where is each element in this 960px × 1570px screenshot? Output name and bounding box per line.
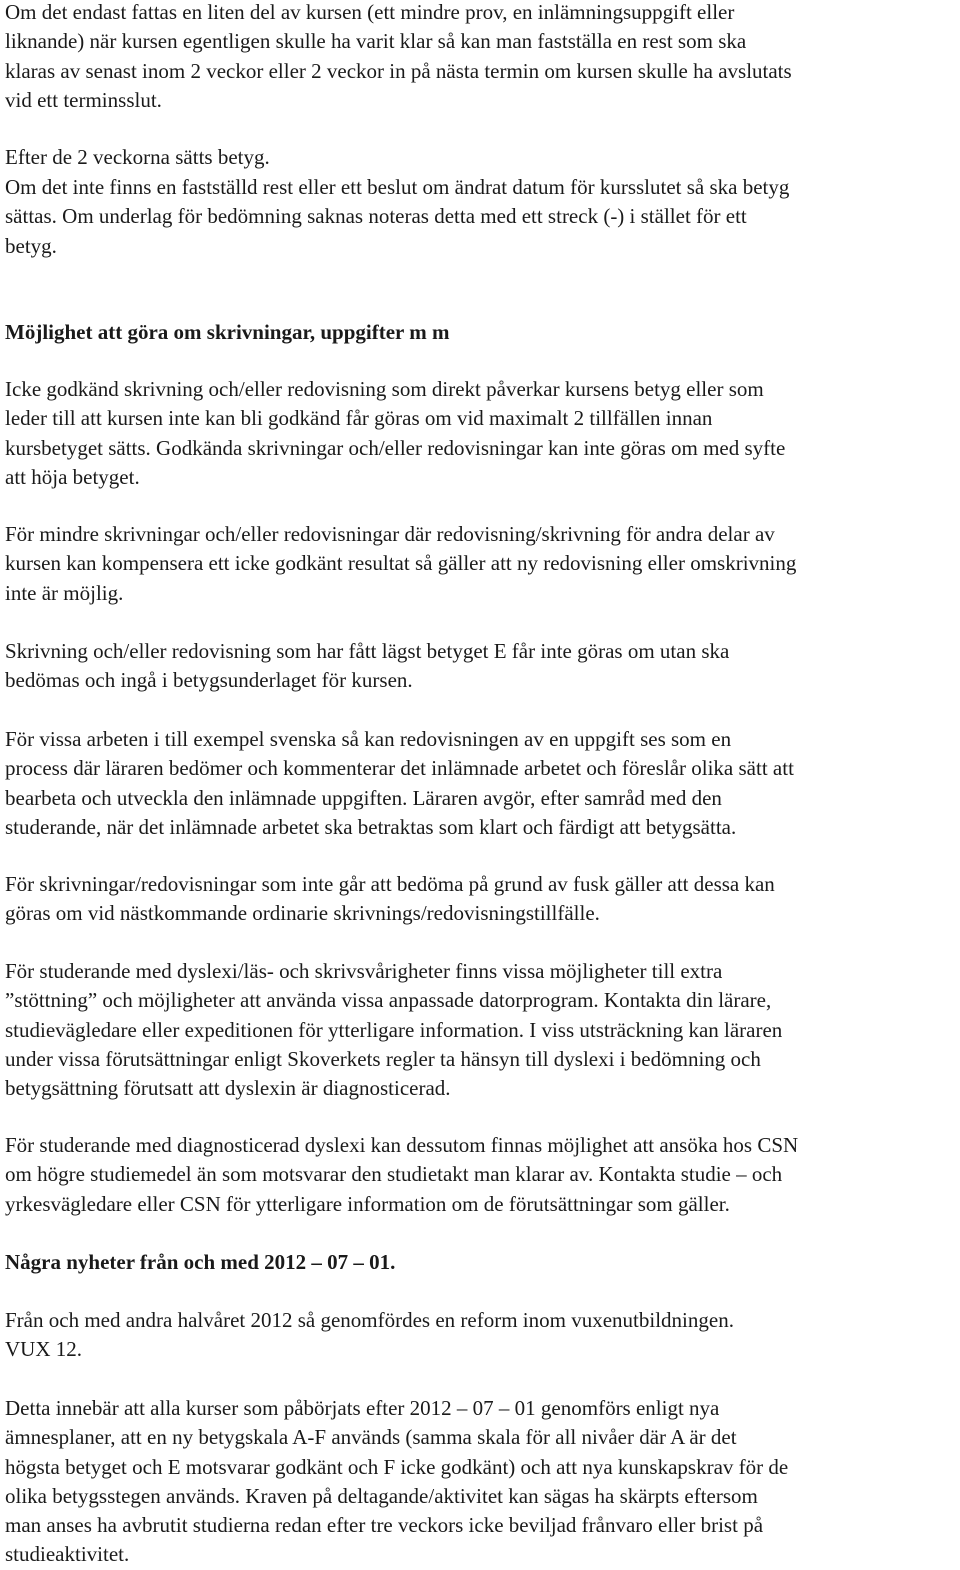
- paragraph-rest-rules: Om det endast fattas en liten del av kursen (ett mindre prov, en inlämningsuppgift eller liknande) när kursen egentligen skulle ha varit klar så kan man fastställa en rest som ska klaras av senast inom 2 veckor eller 2 veckor in på nästa termin om kursen skulle ha avslutats vid ett terminsslut.: [5, 0, 792, 112]
- paragraph-smaller-tests: För mindre skrivningar och/eller redovisningar där redovisning/skrivning för andra delar av kursen kan kompensera ett icke godkänt resultat så gäller att ny redovisning eller omskrivning inte är möjlig.: [5, 522, 797, 605]
- paragraph-cheating: För skrivningar/redovisningar som inte går att bedöma på grund av fusk gäller att dessa kan göras om vid nästkommande ordinarie skrivnings/redovisningstillfälle.: [5, 872, 775, 926]
- paragraph-new-grading: Detta innebär att alla kurser som påbörjats efter 2012 – 07 – 01 genomförs enligt nya ämnesplaner, att en ny betygskala A-F används (samma skala för all nivåer där A är det högsta betyget och E motsvarar godkänt och F icke godkänt) och att nya kunskapskrav för de olika betygsstegen används. Kraven på deltagande/aktivitet kan sägas ha skärpts eftersom man anses ha avbrutit studierna redan efter tre veckors icke beviljad frånvaro eller brist på studieaktivitet.: [5, 1396, 789, 1567]
- paragraph-grade-setting: Om det inte finns en fastställd rest eller ett beslut om ändrat datum för kursslutet så ska betyg sättas. Om underlag för bedömning saknas noteras detta med ett streck (-) i stället för ett betyg.: [5, 175, 790, 258]
- heading-news: Några nyheter från och med 2012 – 07 – 01.: [5, 1250, 396, 1274]
- paragraph-csn: För studerande med diagnosticerad dyslexi kan dessutom finnas möjlighet att ansöka hos CSN om högre studiemedel än som motsvarar den studietakt man klarar av. Kontakta studie – och yrkesvägledare eller CSN för ytterligare information om de förutsättningar som gäller.: [5, 1133, 799, 1216]
- paragraph-grade-e: Skrivning och/eller redovisning som har fått lägst betyget E får inte göras om utan ska bedömas och ingå i betygsunderlaget för kursen.: [5, 639, 730, 693]
- paragraph-dyslexia-support: För studerande med dyslexi/läs- och skrivsvårigheter finns vissa möjligheter till extra ”stöttning” och möjligheter att använda vissa anpassade datorprogram. Kontakta din lärare, studievägledare eller expeditionen för ytterligare information. I viss utsträckning kan läraren under vissa förutsättningar enligt Skoverkets regler ta hänsyn till dyslexi i bedömning och betygsättning förutsatt att dyslexin är diagnosticerad.: [5, 959, 783, 1101]
- paragraph-process-work: För vissa arbeten i till exempel svenska så kan redovisningen av en uppgift ses som en process där läraren bedömer och kommenterar det inlämnade arbetet och föreslår olika sätt att bearbeta och utveckla den inlämnade uppgiften. Läraren avgör, efter samråd med den studerande, när det inlämnade arbetet ska betraktas som klart och färdigt att betygsätta.: [5, 727, 794, 839]
- paragraph-failed-retake: Icke godkänd skrivning och/eller redovisning som direkt påverkar kursens betyg eller som leder till att kursen inte kan bli godkänd får göras om vid maximalt 2 tillfällen innan kursbetyget sätts. Godkända skrivningar och/eller redovisningar kan inte göras om med syfte att höja betyget.: [5, 377, 786, 489]
- paragraph-after-two-weeks: Efter de 2 veckorna sätts betyg.: [5, 145, 270, 169]
- paragraph-reform: Från och med andra halvåret 2012 så genomfördes en reform inom vuxenutbildningen. VUX 12.: [5, 1308, 734, 1362]
- heading-retake-possibility: Möjlighet att göra om skrivningar, uppgifter m m: [5, 320, 450, 344]
